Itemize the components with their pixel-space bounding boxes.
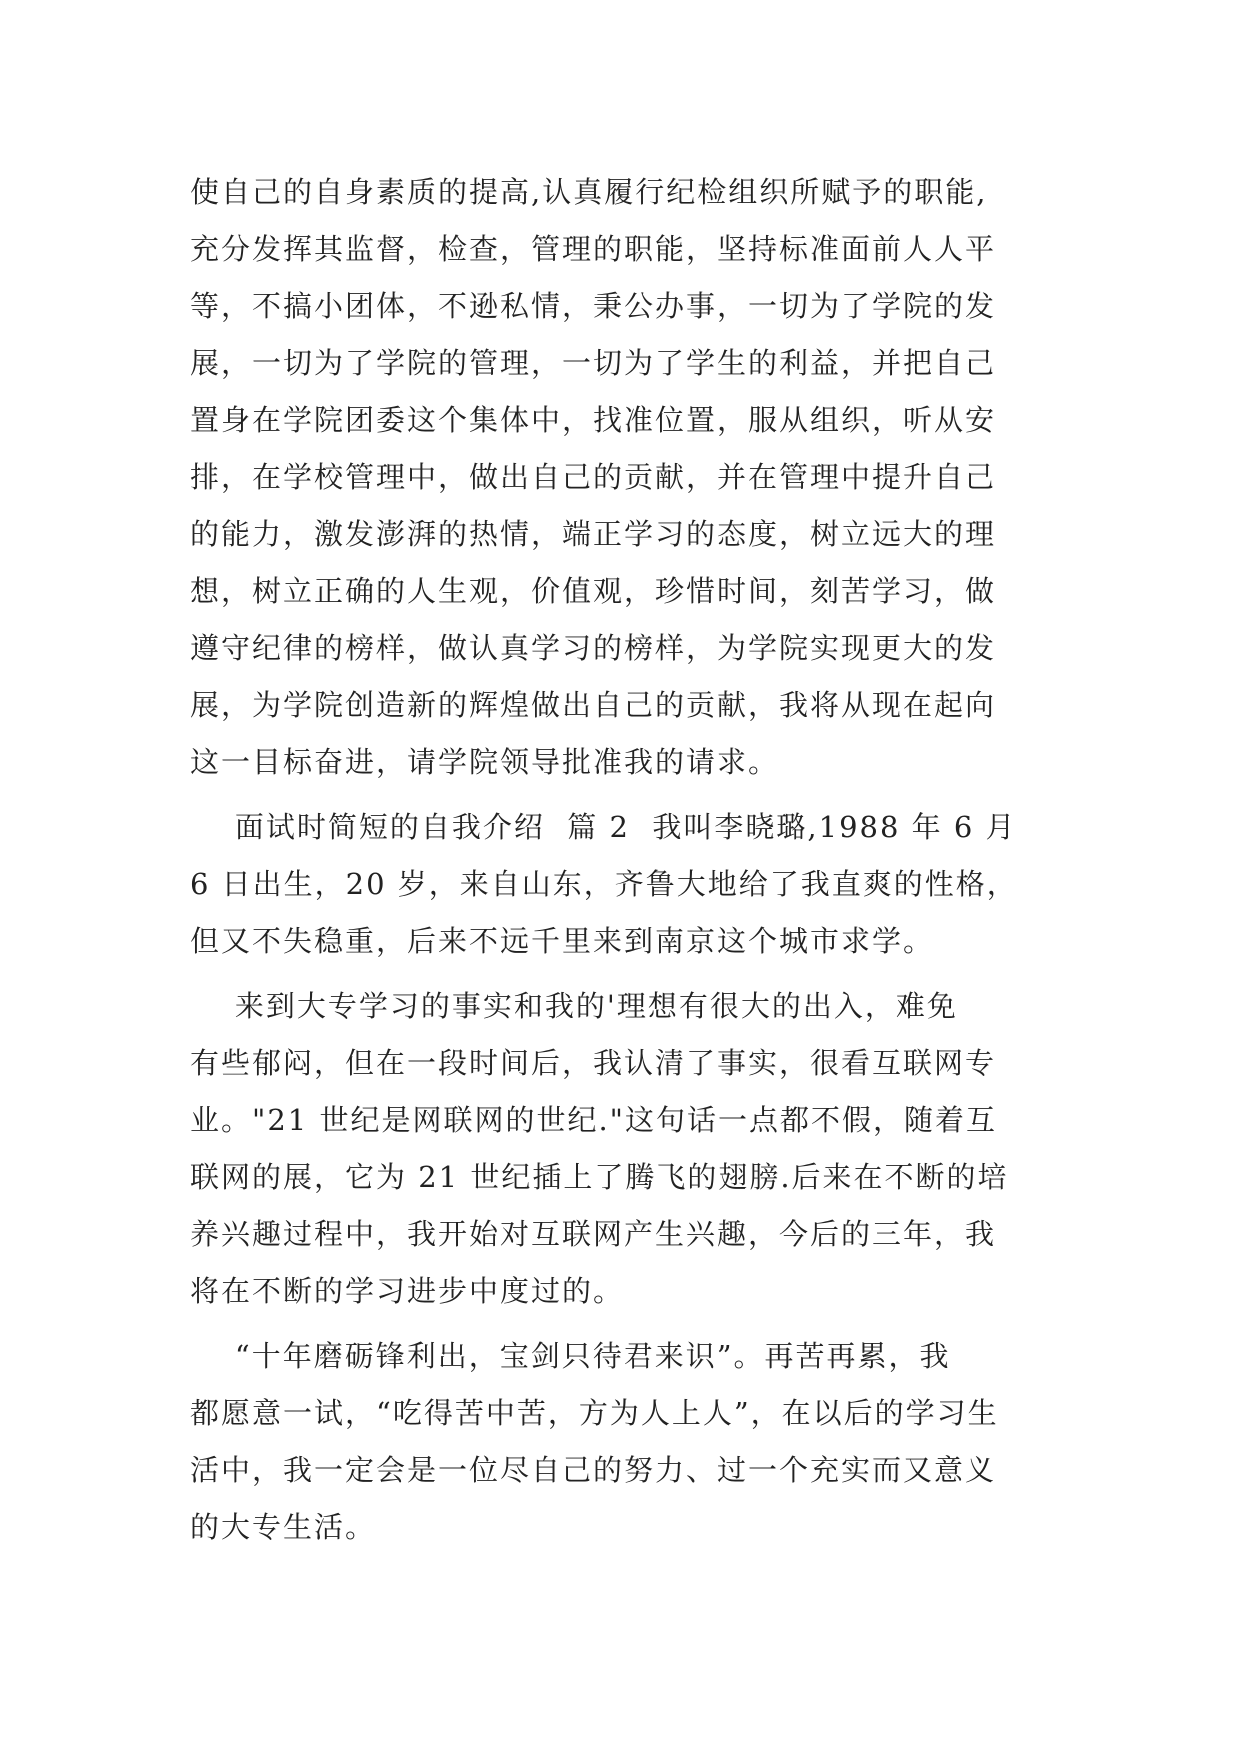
text-line: 这一目标奋进，请学院领导批准我的请求。 (190, 745, 780, 779)
text-line: 来到大专学习的事实和我的'理想有很大的出入，难免 (190, 989, 958, 1023)
text-line: 6 日出生，20 岁，来自山东，齐鲁大地给了我直爽的性格， (190, 867, 1018, 901)
text-line: 等，不搞小团体，不逊私情，秉公办事，一切为了学院的发 (190, 289, 997, 323)
text-line: 业。"21 世纪是网联网的世纪."这句话一点都不假，随着互 (190, 1103, 998, 1137)
paragraph-4 (190, 1328, 1070, 1556)
text-line: 但又不失稳重，后来不远千里来到南京这个城市求学。 (190, 924, 935, 958)
text-line: “十年磨砺锋利出，宝剑只待君来识”。再苦再累，我 (190, 1339, 951, 1373)
text-line: 的大专生活。 (190, 1510, 377, 1544)
text-line: 排，在学校管理中，做出自己的贡献，并在管理中提升自己 (190, 460, 997, 494)
document-body (190, 164, 1070, 1556)
paragraph-spacing (190, 791, 1070, 799)
text-line: 遵守纪律的榜样，做认真学习的榜样，为学院实现更大的发 (190, 631, 997, 665)
text-line: 充分发挥其监督，检查，管理的职能，坚持标准面前人人平 (190, 232, 997, 266)
paragraph-spacing (190, 1320, 1070, 1328)
paragraph-2 (190, 799, 1070, 970)
text-line: 使自己的自身素质的提高,认真履行纪检组织所赋予的职能, (190, 175, 988, 209)
text-line: 联网的展，它为 21 世纪插上了腾飞的翅膀.后来在不断的培 (190, 1160, 1009, 1194)
text-line: 想，树立正确的人生观，价值观，珍惜时间，刻苦学习，做 (190, 574, 997, 608)
text-line: 都愿意一试，“吃得苦中苦，方为人上人”，在以后的学习生 (190, 1396, 999, 1430)
text-line: 的能力，激发澎湃的热情，端正学习的态度，树立远大的理 (190, 517, 997, 551)
text-line: 将在不断的学习进步中度过的。 (190, 1274, 625, 1308)
text-line: 有些郁闷，但在一段时间后，我认清了事实，很看互联网专 (190, 1046, 997, 1080)
text-line: 展，为学院创造新的辉煌做出自己的贡献，我将从现在起向 (190, 688, 997, 722)
text-line: 展，一切为了学院的管理，一切为了学生的利益，并把自己 (190, 346, 997, 380)
text-line: 活中，我一定会是一位尽自己的努力、过一个充实而又意义 (190, 1453, 997, 1487)
text-line: 养兴趣过程中，我开始对互联网产生兴趣，今后的三年，我 (190, 1217, 997, 1251)
paragraph-1 (190, 164, 1070, 791)
paragraph-spacing (190, 970, 1070, 978)
text-line: 置身在学院团委这个集体中，找准位置，服从组织，听从安 (190, 403, 997, 437)
paragraph-3 (190, 978, 1070, 1320)
text-line: 面试时简短的自我介绍 篇 2 我叫李晓璐,1988 年 6 月 (190, 810, 1017, 844)
